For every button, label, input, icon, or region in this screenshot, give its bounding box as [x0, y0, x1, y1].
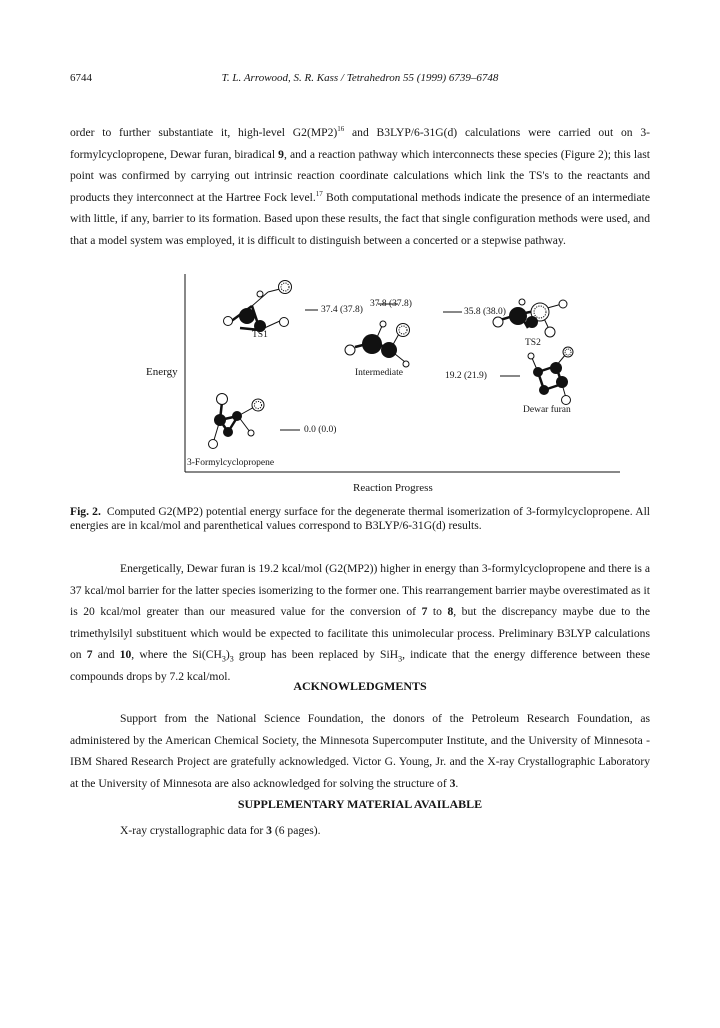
compound-number: 7: [86, 648, 93, 662]
ts2-molecule-drawing: [493, 299, 567, 337]
energy-value-ts1: 37.4 (37.8): [321, 305, 363, 315]
figure-caption: [70, 505, 650, 533]
species-name-3-formylcyclopropene: 3-Formylcyclopropene: [187, 458, 275, 468]
subscript: 3: [398, 654, 403, 664]
supplementary-paragraph: [70, 820, 650, 842]
compound-number: 8: [447, 605, 454, 619]
dewar-furan-molecule-drawing: [528, 347, 573, 405]
energy-value-ts2: 35.8 (38.0): [464, 307, 506, 317]
x-axis-label: Reaction Progress: [353, 482, 433, 494]
text-run: and: [92, 648, 120, 662]
compound-number: 9: [278, 147, 284, 161]
reference-superscript: 17: [315, 189, 323, 198]
figure-number: Fig. 2.: [70, 505, 101, 518]
species-name-dewar-furan: Dewar furan: [523, 405, 571, 415]
compound-number: 3: [449, 776, 456, 790]
text-run: group has been replaced by SiH: [233, 648, 399, 662]
species-name-ts2: TS2: [525, 338, 541, 348]
energy-value-dewar-furan: 19.2 (21.9): [445, 371, 487, 381]
ts1-molecule-drawing: [224, 281, 292, 333]
text-run: .: [455, 776, 459, 790]
acknowledgments-paragraph: [70, 708, 650, 794]
3-formylcyclopropene-molecule-drawing: [209, 394, 265, 449]
species-name-intermediate: Intermediate: [355, 368, 404, 378]
acknowledgments-heading: ACKNOWLEDGMENTS: [293, 679, 427, 693]
caption-text: Computed G2(MP2) potential energy surface for the degenerate thermal isomerization of 3-formylcyclopropene. All energies are in kcal/mol and parenthetical values correspond to B3LYP/6-31G(d) results.: [70, 505, 651, 532]
text-run: Both computational methods indicate the presence of an intermediate with little, if any, barrier to its formation. Based upon these results, the fact that single configuration methods were used, and that a model system was employed, it is difficult to distinguish between a concerted or a stepwise pathway.: [70, 190, 650, 247]
reference-superscript: 16: [337, 125, 345, 134]
text-run: , but the discrepancy maybe due to the trimethylsilyl substituent which would be expected to facilitate this unimolecular process. Preliminary B3LYP calculations on: [70, 605, 650, 662]
species-name-ts1: TS1: [252, 330, 268, 340]
intermediate-molecule-drawing: [345, 321, 410, 367]
compound-number: 10: [119, 648, 132, 662]
subscript: 3: [229, 654, 234, 664]
text-run: Energetically, Dewar furan is 19.2 kcal/mol (G2(MP2)) higher in energy than 3-formylcyclopropene and there is a 37 kcal/mol barrier for the latter species isomerizing to the former one. This rearrangement barrier maybe overestimated as it is 20 kcal/mol greater than our measured value for the conversion of: [70, 562, 650, 619]
supplementary-heading: SUPPLEMENTARY MATERIAL AVAILABLE: [237, 797, 483, 811]
text-run: (6 pages).: [271, 824, 321, 837]
text-run: order to further substantiate it, high-level G2(MP2): [70, 126, 338, 139]
energy-value-3-formylcyclopropene: 0.0 (0.0): [304, 425, 337, 435]
journal-reference: T. L. Arrowood, S. R. Kass / Tetrahedron 55 (1999) 6739–6748: [221, 72, 499, 84]
body-paragraph-2: [70, 558, 650, 688]
subscript: 3: [221, 654, 226, 664]
running-head: [0, 72, 720, 88]
text-run: to: [427, 605, 448, 619]
text-run: ): [225, 648, 230, 662]
page-number: 6744: [70, 72, 92, 84]
body-paragraph-1: [70, 122, 650, 252]
compound-number: 3: [266, 824, 272, 837]
text-run: , and a reaction pathway which interconnects these species (Figure 2); this last point was confirmed by carrying out intrinsic reaction coordinate calculations which link the TS's to the reactants and products they interconnect at the Hartree Fock level.: [70, 147, 650, 204]
energy-value-intermediate: 37.8 (37.8): [370, 299, 412, 309]
text-run: X-ray crystallographic data for: [120, 824, 267, 837]
text-run: , indicate that the energy difference between these compounds drops by 7.2 kcal/mol.: [70, 648, 651, 683]
compound-number: 7: [421, 605, 428, 619]
text-run: , where the Si(CH: [131, 648, 222, 662]
text-run: and B3LYP/6-31G(d) calculations were carried out on 3-formylcyclopropene, Dewar furan, biradical: [70, 126, 650, 161]
energy-diagram-figure: [100, 272, 660, 502]
y-axis-label: Energy: [146, 366, 178, 378]
text-run: Support from the National Science Foundation, the donors of the Petroleum Research Foundation, as administered by the American Chemical Society, the Minnesota Supercomputer Institute, and the University of Minnesota - IBM Shared Research Project are gratefully acknowledged. Victor G. Young, Jr. and the X-ray Crystallographic Laboratory at the University of Minnesota are also acknowledged for solving the structure of: [70, 712, 650, 790]
